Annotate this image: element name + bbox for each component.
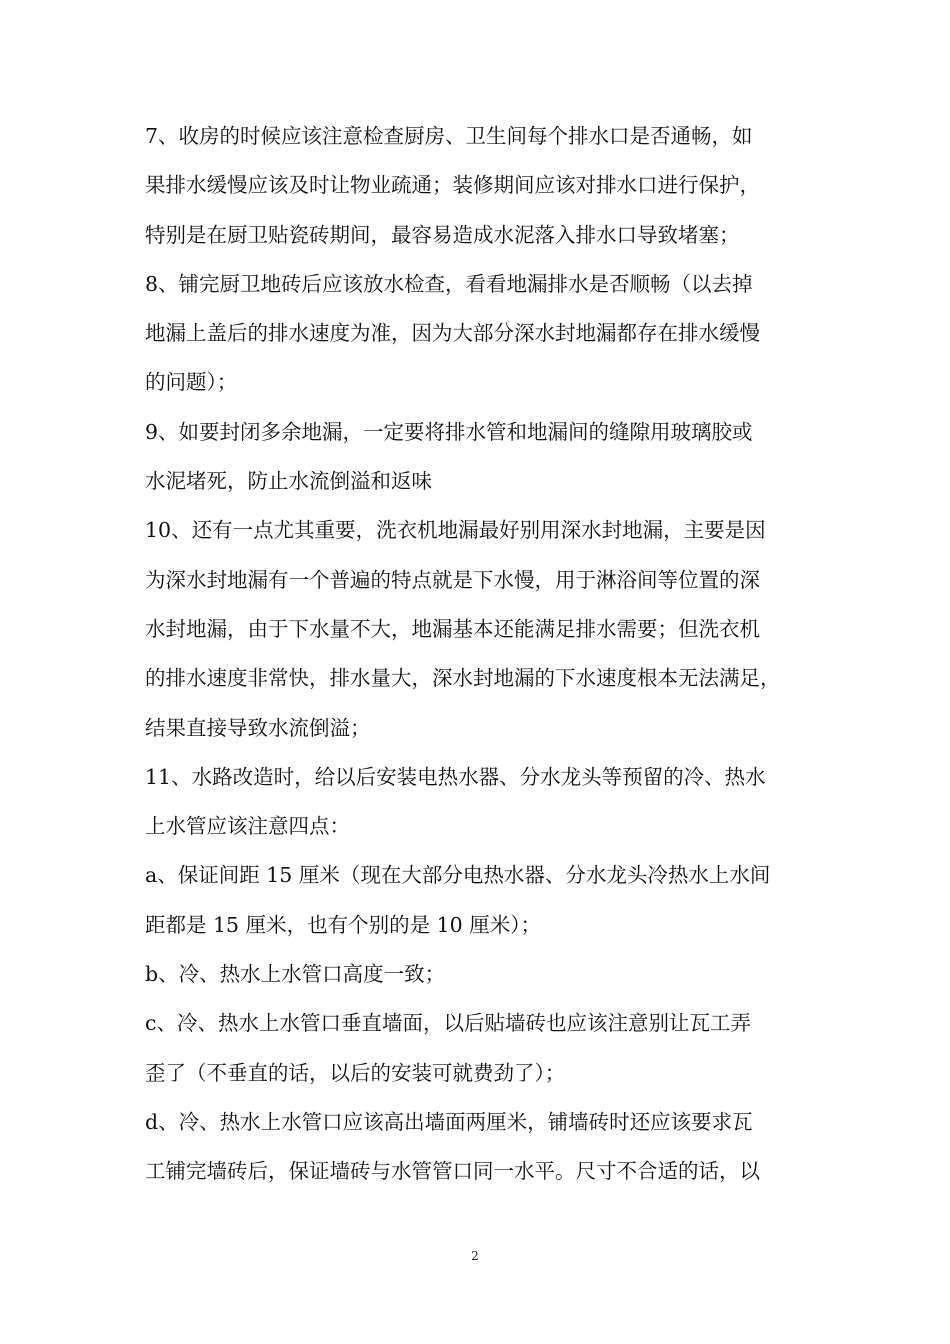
text-line: 水泥堵死，防止水流倒溢和返味 bbox=[145, 469, 432, 494]
text-line: 特别是在厨卫贴瓷砖期间，最容易造成水泥落入排水口导致堵塞； bbox=[145, 222, 740, 247]
page-number: 2 bbox=[471, 1249, 479, 1263]
text-line: 歪了（不垂直的话，以后的安装可就费劲了）； bbox=[145, 1060, 566, 1085]
text-line: a、保证间距 15 厘米（现在大部分电热水器、分水龙头冷热水上水间 bbox=[145, 863, 771, 888]
text-line: d、冷、热水上水管口应该高出墙面两厘米，铺墙砖时还应该要求瓦 bbox=[145, 1109, 753, 1134]
text-line: 10、还有一点尤其重要，洗衣机地漏最好别用深水封地漏，主要是因 bbox=[145, 518, 766, 543]
text-line: 果排水缓慢应该及时让物业疏通；装修期间应该对排水口进行保护， bbox=[145, 173, 760, 198]
text-line: 7、收房的时候应该注意检查厨房、卫生间每个排水口是否通畅，如 bbox=[145, 124, 753, 148]
text-line: 11、水路改造时，给以后安装电热水器、分水龙头等预留的冷、热水 bbox=[145, 764, 766, 789]
text-line: b、冷、热水上水管口高度一致； bbox=[145, 962, 446, 987]
text-line: 地漏上盖后的排水速度为准，因为大部分深水封地漏都存在排水缓慢 bbox=[145, 321, 760, 346]
text-line: 距都是 15 厘米，也有个别的是 10 厘米）； bbox=[145, 912, 541, 937]
text-line: 9、如要封闭多余地漏，一定要将排水管和地漏间的缝隙用玻璃胶或 bbox=[145, 419, 753, 444]
text-line: 上水管应该注意四点： bbox=[145, 814, 350, 839]
text-line: 工铺完墙砖后，保证墙砖与水管管口同一水平。尺寸不合适的话，以 bbox=[145, 1159, 760, 1184]
text-line: 的问题）； bbox=[145, 370, 238, 395]
text-line: c、冷、热水上水管口垂直墙面，以后贴墙砖也应该注意别让瓦工弄 bbox=[145, 1011, 751, 1036]
text-line: 8、铺完厨卫地砖后应该放水检查，看看地漏排水是否顺畅（以去掉 bbox=[145, 271, 753, 296]
text-line: 为深水封地漏有一个普遍的特点就是下水慢，用于淋浴间等位置的深 bbox=[145, 567, 760, 592]
body-text bbox=[145, 112, 809, 1197]
text-line: 水封地漏，由于下水量不大，地漏基本还能满足排水需要；但洗衣机 bbox=[145, 616, 760, 641]
text-line: 的排水速度非常快，排水量大，深水封地漏的下水速度根本无法满足， bbox=[145, 666, 781, 691]
text-line: 结果直接导致水流倒溢； bbox=[145, 715, 371, 740]
